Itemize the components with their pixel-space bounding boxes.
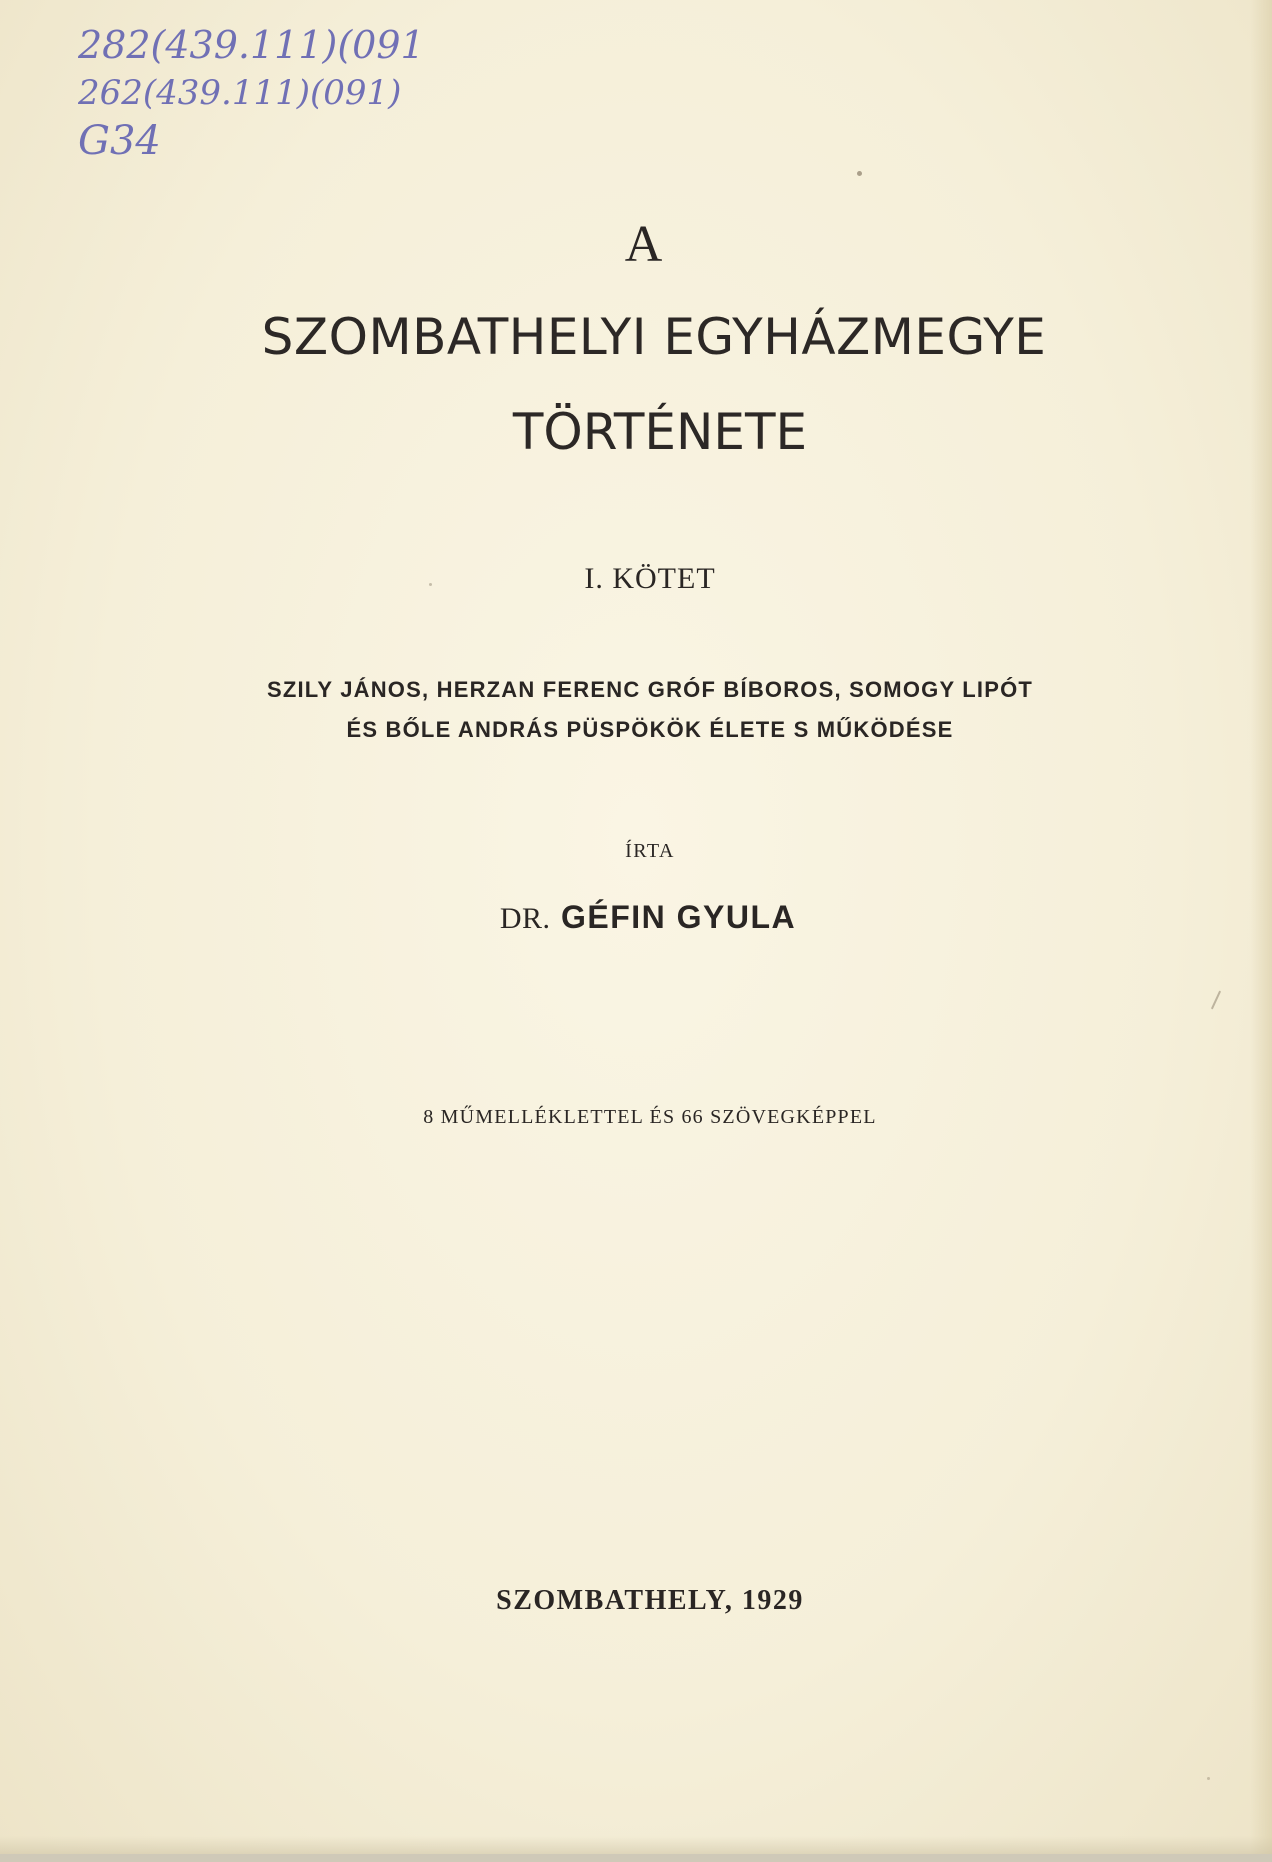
illustrations-note: 8 MŰMELLÉKLETTEL ÉS 66 SZÖVEGKÉPPEL xyxy=(423,1106,877,1128)
subtitle-line-1: SZILY JÁNOS, HERZAN FERENC GRÓF BÍBOROS, SOMOGY LIPÓT xyxy=(266,677,1034,702)
paper-speck xyxy=(429,583,432,586)
author-prefix: DR. xyxy=(499,902,551,935)
handwritten-call-numbers xyxy=(78,22,418,182)
title-article: A xyxy=(624,216,664,273)
title-main: SZOMBATHELYI EGYHÁZMEGYE xyxy=(261,308,1047,366)
title-sub: TÖRTÉNETE xyxy=(512,403,808,461)
paper-speck xyxy=(857,171,862,176)
call-number-line-1: 282(439.111)(091) xyxy=(78,23,418,67)
volume-label: I. KÖTET xyxy=(584,562,716,595)
author xyxy=(0,899,1272,936)
subtitle-line-2: ÉS BŐLE ANDRÁS PÜSPÖKÖK ÉLETE S MŰKÖDÉSE xyxy=(346,717,954,742)
author-name: GÉFIN GYULA xyxy=(560,899,797,935)
page-edge-shadow xyxy=(1250,0,1272,1862)
call-number-line-2: 262(439.111)(091) xyxy=(78,73,402,113)
subtitle xyxy=(0,670,1272,750)
paper-speck xyxy=(1207,1777,1210,1780)
call-number-line-3: G34 xyxy=(78,118,161,164)
scan-bottom-strip xyxy=(0,1854,1272,1862)
byline-label: ÍRTA xyxy=(625,840,675,862)
imprint: SZOMBATHELY, 1929 xyxy=(496,1585,804,1616)
paper-speck xyxy=(1211,991,1221,1010)
